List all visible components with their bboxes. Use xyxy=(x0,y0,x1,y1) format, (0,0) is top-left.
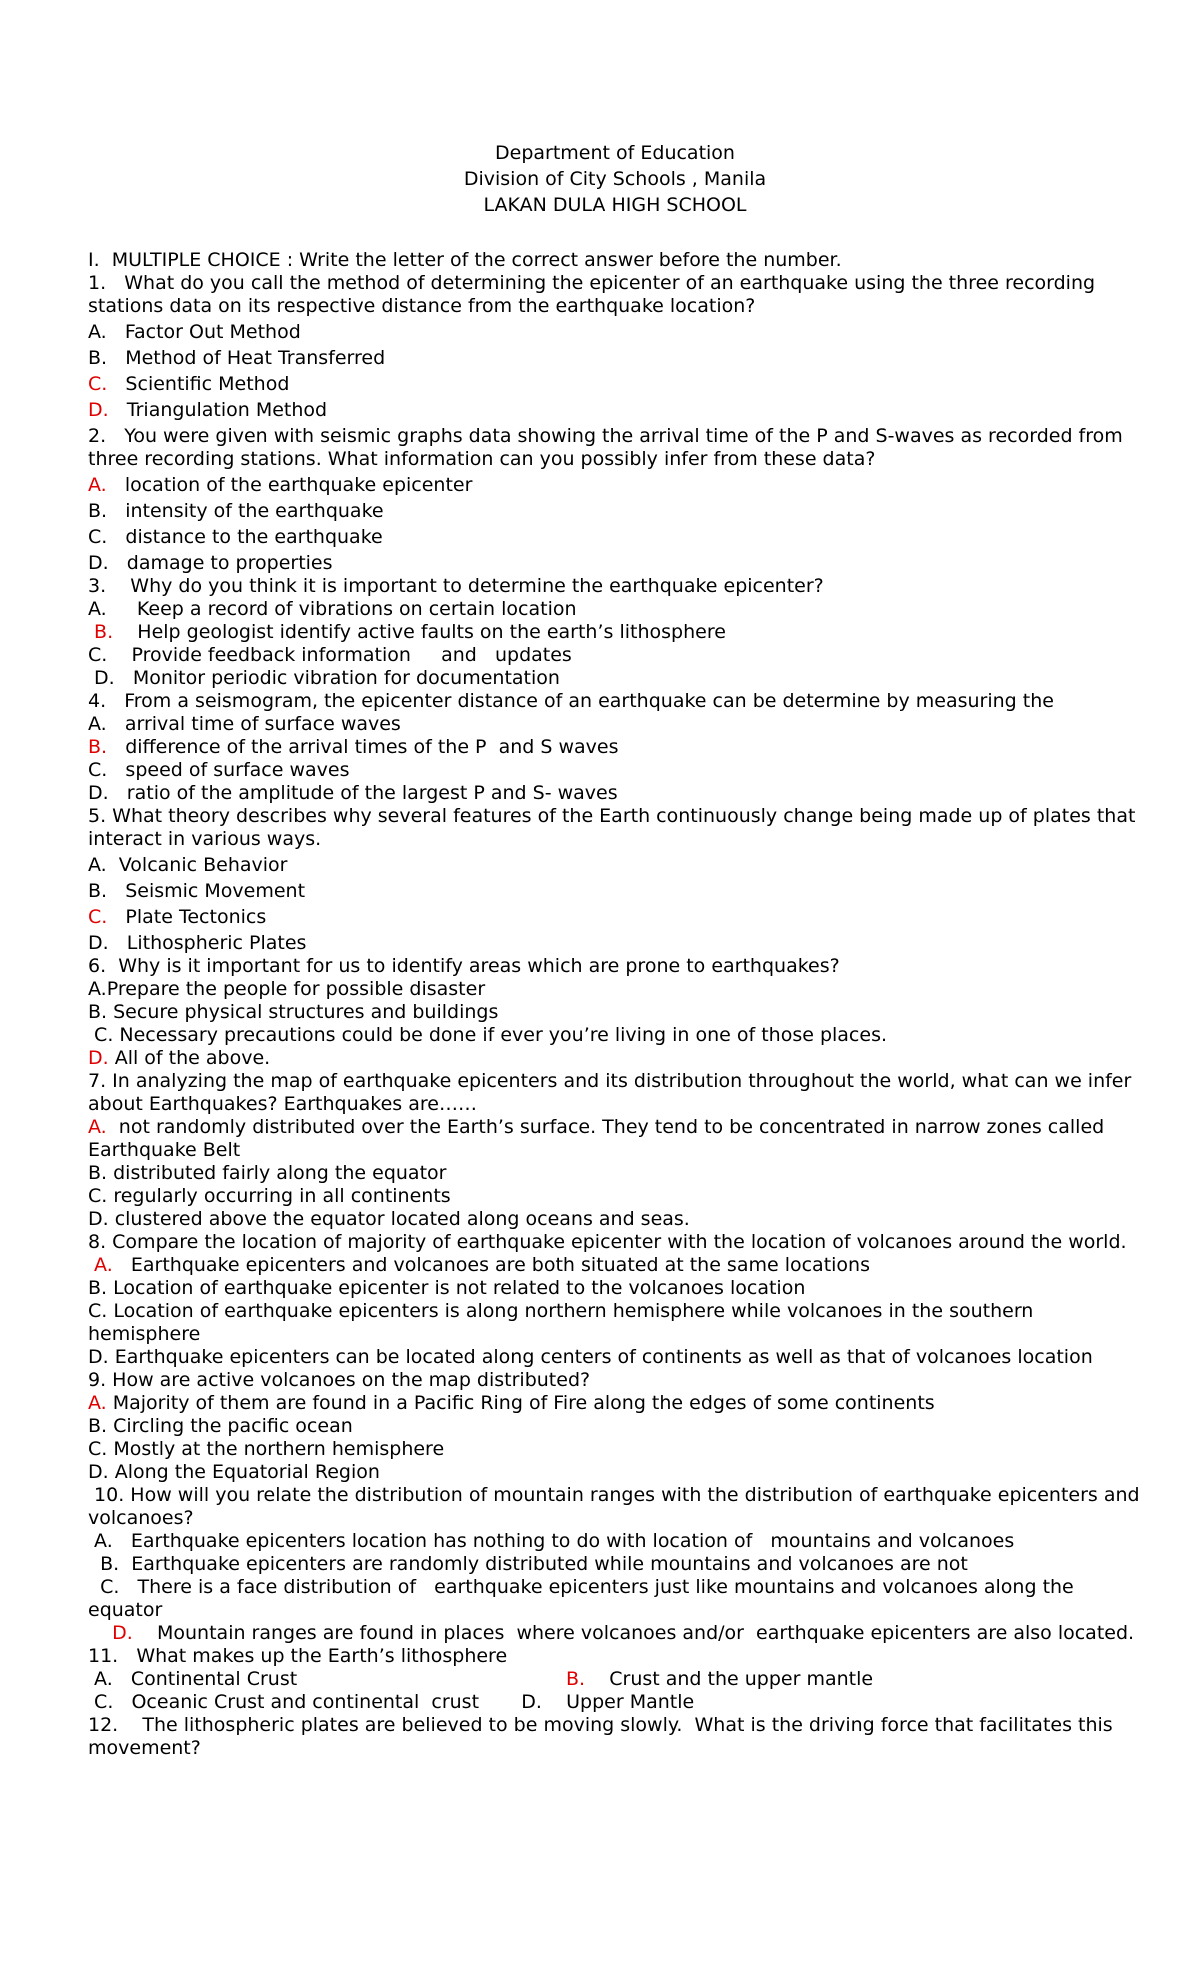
header-department: Department of Education xyxy=(495,142,735,164)
q7-option-b: B. distributed fairly along the equator xyxy=(88,1162,447,1184)
q3-option-b: B. Help geologist identify active faults on the earth’s lithosphere xyxy=(88,621,726,643)
question-8: 8. Compare the location of majority of earthquake epicenter with the location of volcanoes around the world. xyxy=(88,1231,1127,1253)
q2-option-a: A. location of the earthquake epicenter xyxy=(88,474,473,496)
q9-option-b: B. Circling the pacific ocean xyxy=(88,1415,353,1437)
q9-option-c: C. Mostly at the northern hemisphere xyxy=(88,1438,445,1460)
q3-option-a: A. Keep a record of vibrations on certain location xyxy=(88,598,577,620)
q11-option-a: A. Continental Crust xyxy=(88,1668,298,1690)
q6-option-a: A.Prepare the people for possible disaster xyxy=(88,978,486,1000)
q1-option-a: A. Factor Out Method xyxy=(88,321,301,343)
instructions: I. MULTIPLE CHOICE : Write the letter of the correct answer before the number. xyxy=(88,249,842,271)
document-header xyxy=(0,140,1200,218)
q5-option-a: A. Volcanic Behavior xyxy=(88,854,288,876)
question-12: 12. The lithospheric plates are believed to be moving slowly. What is the driving force that facilitates this movement? xyxy=(88,1714,1119,1759)
q8-option-c: C. Location of earthquake epicenters is along northern hemisphere while volcanoes in the southern hemisphere xyxy=(88,1300,1040,1345)
q6-option-b: B. Secure physical structures and buildings xyxy=(88,1001,499,1023)
q5-option-d: D. Lithospheric Plates xyxy=(88,932,307,954)
q4-option-d: D. ratio of the amplitude of the largest P and S- waves xyxy=(88,782,618,804)
q5-option-b: B. Seismic Movement xyxy=(88,880,306,902)
q7-option-a: A. not randomly distributed over the Earth’s surface. They tend to be concentrated in narrow zones called Earthquake Belt xyxy=(88,1116,1111,1161)
q1-option-d: D. Triangulation Method xyxy=(88,399,328,421)
q4-option-a: A. arrival time of surface waves xyxy=(88,713,401,735)
q11-options-row-2: C. Oceanic Crust and continental crust D. Upper Mantle xyxy=(88,1691,695,1713)
q2-option-b: B. intensity of the earthquake xyxy=(88,500,384,522)
q7-option-d: D. clustered above the equator located along oceans and seas. xyxy=(88,1208,690,1230)
q8-option-b: B. Location of earthquake epicenter is not related to the volcanoes location xyxy=(88,1277,806,1299)
q8-option-a: A. Earthquake epicenters and volcanoes are both situated at the same locations xyxy=(88,1254,870,1276)
question-3: 3. Why do you think it is important to determine the earthquake epicenter? xyxy=(88,575,824,597)
q7-option-c: C. regularly occurring in all continents xyxy=(88,1185,451,1207)
question-4: 4. From a seismogram, the epicenter distance of an earthquake can be determine by measuring the xyxy=(88,690,1054,712)
q3-option-d: D. Monitor periodic vibration for documentation xyxy=(88,667,560,689)
q1-option-b: B. Method of Heat Transferred xyxy=(88,347,386,369)
q5-option-c: C. Plate Tectonics xyxy=(88,906,267,928)
q11-option-b: B. Crust and the upper mantle xyxy=(566,1668,874,1690)
question-1: 1. What do you call the method of determining the epicenter of an earthquake using the three recording stations data on its respective distance from the earthquake location? xyxy=(88,272,1102,317)
q9-option-a: A. Majority of them are found in a Pacific Ring of Fire along the edges of some continents xyxy=(88,1392,935,1414)
question-2: 2. You were given with seismic graphs data showing the arrival time of the P and S-waves as recorded from three recording stations. What information can you possibly infer from these data? xyxy=(88,425,1129,470)
q10-option-d: D. Mountain ranges are found in places where volcanoes and/or earthquake epicenters are also located. xyxy=(88,1622,1135,1644)
q2-option-d: D. damage to properties xyxy=(88,552,333,574)
q8-option-d: D. Earthquake epicenters can be located along centers of continents as well as that of volcanoes location xyxy=(88,1346,1093,1368)
header-division: Division of City Schools , Manila xyxy=(463,168,767,190)
q2-option-c: C. distance to the earthquake xyxy=(88,526,383,548)
q11-options-row-1 xyxy=(88,1668,1148,1691)
q6-option-d: D. All of the above. xyxy=(88,1047,271,1069)
question-10: 10. How will you relate the distribution of mountain ranges with the distribution of earthquake epicenters and volcanoes? xyxy=(88,1484,1146,1529)
q3-option-c: C. Provide feedback information and updates xyxy=(88,644,572,666)
q1-option-c: C. Scientific Method xyxy=(88,373,290,395)
header-school: LAKAN DULA HIGH SCHOOL xyxy=(483,194,747,216)
question-11: 11. What makes up the Earth’s lithosphere xyxy=(88,1645,508,1667)
q9-option-d: D. Along the Equatorial Region xyxy=(88,1461,380,1483)
exam-content xyxy=(88,249,1148,1760)
q10-option-a: A. Earthquake epicenters location has nothing to do with location of mountains and volcanoes xyxy=(88,1530,1015,1552)
question-5: 5. What theory describes why several features of the Earth continuously change being made up of plates that interact in various ways. xyxy=(88,805,1142,850)
q10-option-b: B. Earthquake epicenters are randomly distributed while mountains and volcanoes are not xyxy=(88,1553,968,1575)
question-6: 6. Why is it important for us to identify areas which are prone to earthquakes? xyxy=(88,955,840,977)
q6-option-c: C. Necessary precautions could be done if ever you’re living in one of those places. xyxy=(88,1024,888,1046)
q10-option-c: C. There is a face distribution of earthquake epicenters just like mountains and volcanoes along the equator xyxy=(88,1576,1080,1621)
q4-option-b: B. difference of the arrival times of the P and S waves xyxy=(88,736,619,758)
question-7: 7. In analyzing the map of earthquake epicenters and its distribution throughout the world, what can we infer about Earthquakes? Earthquakes are…… xyxy=(88,1070,1138,1115)
q4-option-c: C. speed of surface waves xyxy=(88,759,350,781)
question-9: 9. How are active volcanoes on the map distributed? xyxy=(88,1369,591,1391)
